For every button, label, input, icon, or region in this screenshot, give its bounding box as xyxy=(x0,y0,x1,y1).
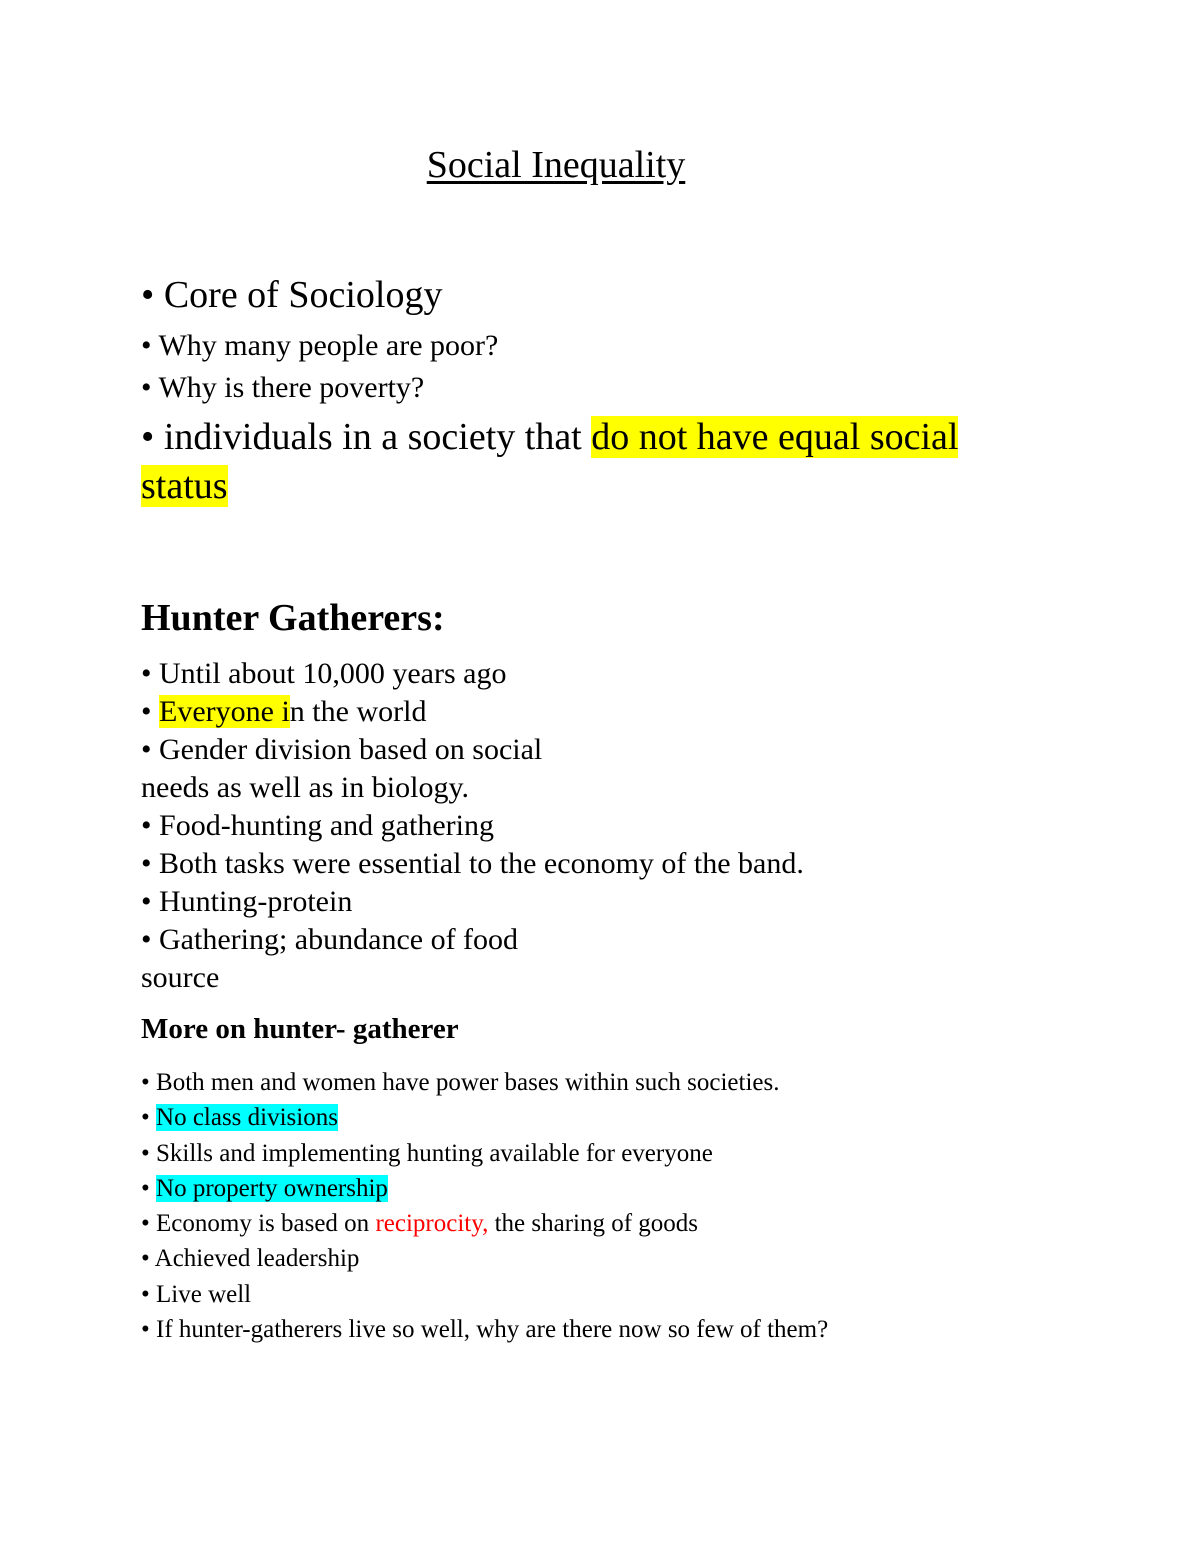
bullet-power xyxy=(141,1065,780,1100)
bullet-why-many xyxy=(141,326,498,366)
page-title-text: Social Inequality xyxy=(426,144,686,186)
highlighted-text: No property ownership xyxy=(156,1175,388,1202)
bullet-gender-continued: needs as well as in biology. xyxy=(141,771,469,804)
bullet-mark: • xyxy=(141,695,152,728)
bullet-gender xyxy=(141,731,542,769)
bullet-core xyxy=(141,272,442,318)
bullet-mark: • xyxy=(141,1316,150,1343)
emphasis-text: reciprocity, xyxy=(375,1210,489,1237)
bullet-individuals-continued xyxy=(141,463,228,509)
bullet-text: Core of Sociology xyxy=(163,274,443,316)
bullet-hunting xyxy=(141,883,352,921)
highlighted-text: status xyxy=(141,465,228,507)
bullet-text: If hunter-gatherers live so well, why are there now so few of them? xyxy=(156,1316,829,1343)
bullet-text: Skills and implementing hunting available for everyone xyxy=(156,1140,713,1167)
bullet-text: Until about 10,000 years ago xyxy=(159,657,507,690)
bullet-mark: • xyxy=(141,1069,150,1096)
bullet-text: individuals in a society that xyxy=(163,416,592,458)
bullet-both-tasks xyxy=(141,845,804,883)
bullet-gathering xyxy=(141,921,518,959)
bullet-mark: • xyxy=(141,1281,150,1308)
bullet-mark: • xyxy=(141,1140,150,1167)
bullet-until xyxy=(141,655,506,693)
bullet-mark: • xyxy=(141,847,152,880)
bullet-mark: • xyxy=(141,371,152,404)
bullet-text: Achieved leadership xyxy=(154,1245,360,1272)
bullet-mark: • xyxy=(141,1175,150,1202)
bullet-mark: • xyxy=(141,733,152,766)
bullet-text: Economy is based on xyxy=(156,1210,376,1237)
bullet-text: Live well xyxy=(156,1281,252,1308)
bullet-mark: • xyxy=(141,809,152,842)
bullet-text: Both tasks were essential to the economy of the band. xyxy=(159,847,804,880)
highlighted-text: Everyone i xyxy=(159,695,290,728)
bullet-text: Both men and women have power bases within such societies. xyxy=(156,1069,780,1096)
bullet-live-well xyxy=(141,1277,251,1312)
bullet-mark: • xyxy=(141,416,155,458)
page-title xyxy=(0,140,1200,190)
bullet-text: Gathering; abundance of food xyxy=(159,923,519,956)
bullet-text: the sharing of goods xyxy=(488,1210,699,1237)
bullet-achieved xyxy=(141,1241,359,1276)
bullet-text: Gender division based on social xyxy=(159,733,543,766)
bullet-everyone xyxy=(141,693,426,731)
highlighted-text: do not have equal social xyxy=(591,416,959,458)
bullet-mark: • xyxy=(141,1210,150,1237)
bullet-mark: • xyxy=(141,657,152,690)
bullet-gathering-continued: source xyxy=(141,961,220,994)
bullet-food xyxy=(141,807,494,845)
bullet-question xyxy=(141,1312,828,1347)
bullet-text: Food-hunting and gathering xyxy=(159,809,494,842)
bullet-text: n the world xyxy=(289,695,427,728)
bullet-individuals xyxy=(141,414,958,460)
bullet-no-class xyxy=(141,1100,338,1135)
bullet-why-poverty xyxy=(141,368,424,408)
bullet-text: Hunting-protein xyxy=(159,885,353,918)
bullet-economy xyxy=(141,1206,698,1241)
bullet-mark: • xyxy=(141,1245,150,1272)
bullet-mark: • xyxy=(141,329,152,362)
highlighted-text: No class divisions xyxy=(156,1104,338,1131)
bullet-mark: • xyxy=(141,1104,150,1131)
bullet-skills xyxy=(141,1136,713,1171)
bullet-mark: • xyxy=(141,885,152,918)
bullet-no-property xyxy=(141,1171,388,1206)
bullet-text: Why many people are poor? xyxy=(158,329,499,362)
bullet-text: Why is there poverty? xyxy=(158,371,425,404)
heading-more-on-hunter-gatherer: More on hunter- gatherer xyxy=(141,1013,459,1045)
bullet-mark: • xyxy=(141,274,155,316)
heading-hunter-gatherers: Hunter Gatherers: xyxy=(141,597,445,639)
bullet-mark: • xyxy=(141,923,152,956)
